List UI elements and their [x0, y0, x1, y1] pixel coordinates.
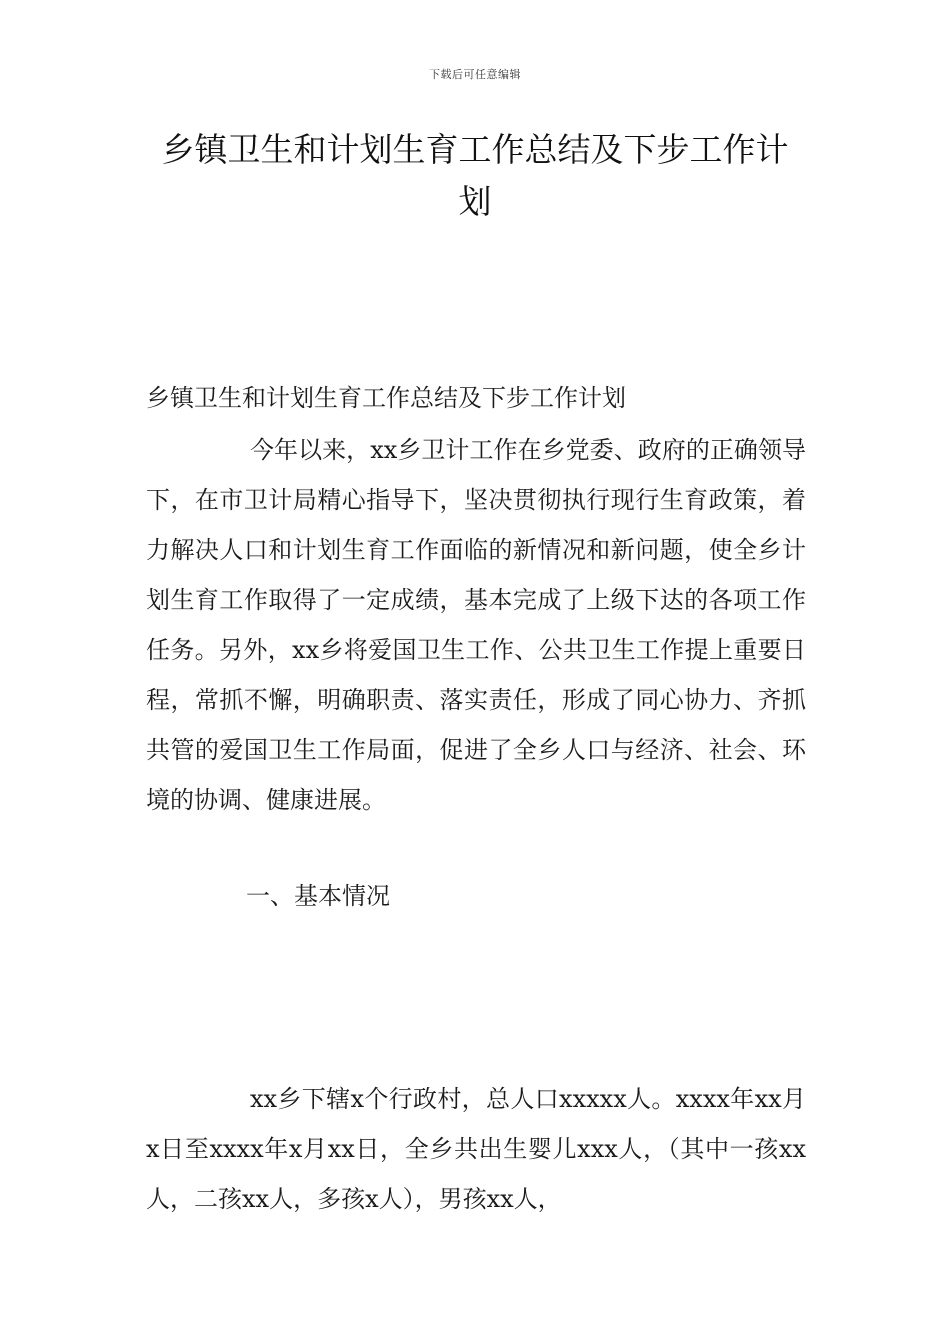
header-note: 下载后可任意编辑 [429, 68, 521, 81]
document-title: 乡镇卫生和计划生育工作总结及下步工作计划 [161, 130, 789, 221]
paragraph-basic-situation: xx乡下辖x个行政村，总人口xxxxx人。xxxx年xx月x日至xxxx年x月xx日，全乡共出生婴儿xxx人，（其中一孩xx人，二孩xx人，多孩x人），男孩xx人， [146, 1085, 806, 1213]
document-subtitle: 乡镇卫生和计划生育工作总结及下步工作计划 [146, 384, 626, 412]
section-heading-basic-situation: 一、基本情况 [246, 882, 390, 910]
paragraph-intro: 今年以来，xx乡卫计工作在乡党委、政府的正确领导下，在市卫计局精心指导下，坚决贯彻执行现行生育政策，着力解决人口和计划生育工作面临的新情况和新问题，使全乡计划生育工作取得了一定成绩，基本完成了上级下达的各项工作任务。另外，xx乡将爱国卫生工作、公共卫生工作提上重要日程，常抓不懈，明确职责、落实责任，形成了同心协力、齐抓共管的爱国卫生工作局面，促进了全乡人口与经济、社会、环境的协调、健康进展。 [146, 436, 806, 814]
